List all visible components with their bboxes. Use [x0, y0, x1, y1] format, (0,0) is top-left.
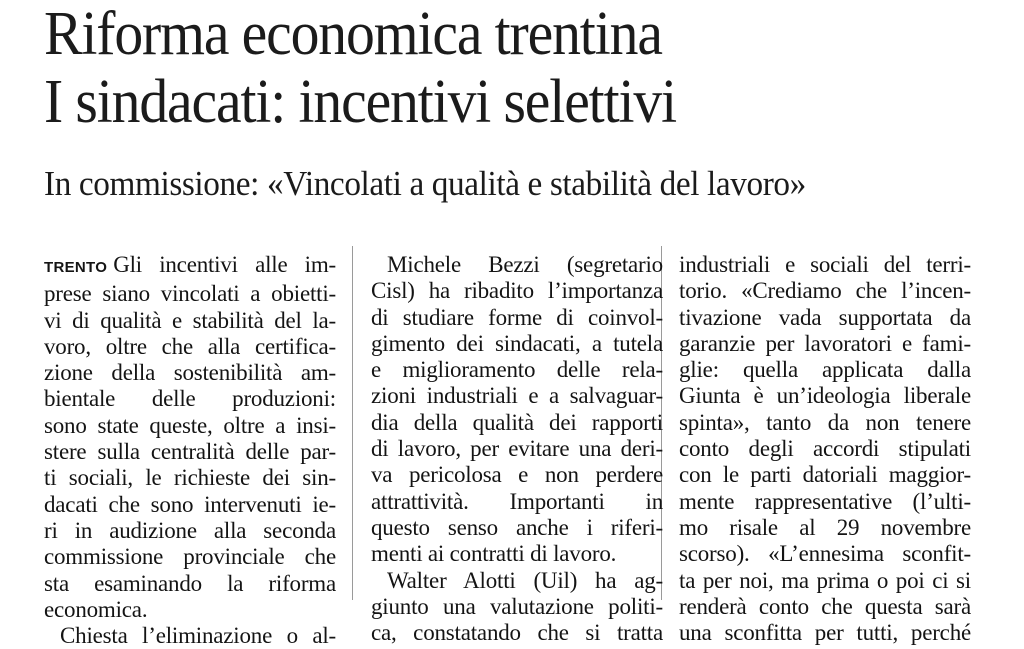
body-line: di lavoro, per evitare una deri-	[371, 436, 663, 462]
body-line: e miglioramento delle rela-	[371, 357, 663, 383]
body-line: ta per noi, ma prima o poi ci si	[679, 567, 971, 593]
body-line: tivazione vada supportata da	[679, 304, 971, 330]
body-line: dia della qualità dei rapporti	[371, 409, 663, 435]
body-line: vi di qualità e stabilità del la-	[44, 307, 336, 333]
body-line: Walter Alotti (Uil) ha ag-	[387, 567, 663, 593]
article-column-1	[44, 252, 336, 649]
body-line: ti sociali, le richieste dei sin-	[44, 465, 336, 491]
body-line: giunto una valutazione politi-	[371, 593, 663, 619]
body-line: mo risale al 29 novembre	[679, 514, 971, 540]
body-line: questo senso anche i riferi-	[371, 514, 663, 540]
body-line: garanzie per lavoratori e fami-	[679, 330, 971, 356]
body-line: scorso). «L’ennesima sconfit-	[679, 541, 971, 567]
body-line: va pericolosa e non perdere	[371, 462, 663, 488]
body-line: Michele Bezzi (segretario	[387, 252, 663, 277]
body-line: dacati che sono intervenuti ie-	[44, 491, 336, 517]
body-line: gimento dei sindacati, a tutela	[371, 330, 663, 356]
body-line: ri in audizione alla seconda	[44, 517, 336, 543]
body-line: di studiare forme di coinvol-	[371, 304, 663, 330]
body-line: con le parti datoriali maggior-	[679, 462, 971, 488]
body-line: Cisl) ha ribadito l’importanza	[371, 278, 663, 304]
body-line: industriali e sociali del terri-	[679, 252, 971, 277]
body-line: renderà conto che questa sarà	[679, 593, 971, 619]
headline-line-2: I sindacati: incentivi selettivi	[44, 68, 677, 136]
body-line: una sconfitta per tutti, perché	[679, 620, 971, 646]
body-line: bientale delle produzioni:	[44, 386, 336, 412]
article-column-2	[371, 252, 663, 646]
body-line: glie: quella applicata dalla	[679, 357, 971, 383]
body-line: sta esaminando la riforma	[44, 570, 336, 596]
subheadline: In commissione: «Vincolati a qualità e stabilità del lavoro»	[44, 164, 806, 203]
dateline: TRENTO	[44, 259, 108, 276]
body-line: zioni industriali e a salvaguar-	[371, 383, 663, 409]
body-line: attrattività. Importanti in	[371, 488, 663, 514]
body-line: torio. «Crediamo che l’incen-	[679, 278, 971, 304]
body-line: voro, oltre che alla certifica-	[44, 333, 336, 359]
body-line: stere sulla centralità delle par-	[44, 439, 336, 465]
body-line: Giunta è un’ideologia liberale	[679, 383, 971, 409]
body-line: commissione provinciale che	[44, 544, 336, 570]
body-line: menti ai contratti di lavoro.	[371, 541, 617, 567]
body-line: prese siano vincolati a obietti-	[44, 281, 336, 307]
body-line: spinta», tanto da non tenere	[679, 409, 971, 435]
body-line: economica.	[44, 596, 148, 622]
body-line: conto degli accordi stipulati	[679, 436, 971, 462]
body-line: zione della sostenibilità am-	[44, 360, 336, 386]
body-line: ca, constatando che si tratta	[371, 620, 663, 646]
article-column-3	[679, 252, 971, 646]
column-divider	[352, 246, 353, 600]
body-line: Chiesta l’eliminazione o al-	[60, 623, 336, 649]
body-line: TRENTO Gli incentivi alle im-	[44, 252, 336, 277]
body-line: mente rappresentative (l’ulti-	[679, 488, 971, 514]
body-line: sono state queste, oltre a insi-	[44, 412, 336, 438]
headline-line-1: Riforma economica trentina	[44, 0, 662, 68]
